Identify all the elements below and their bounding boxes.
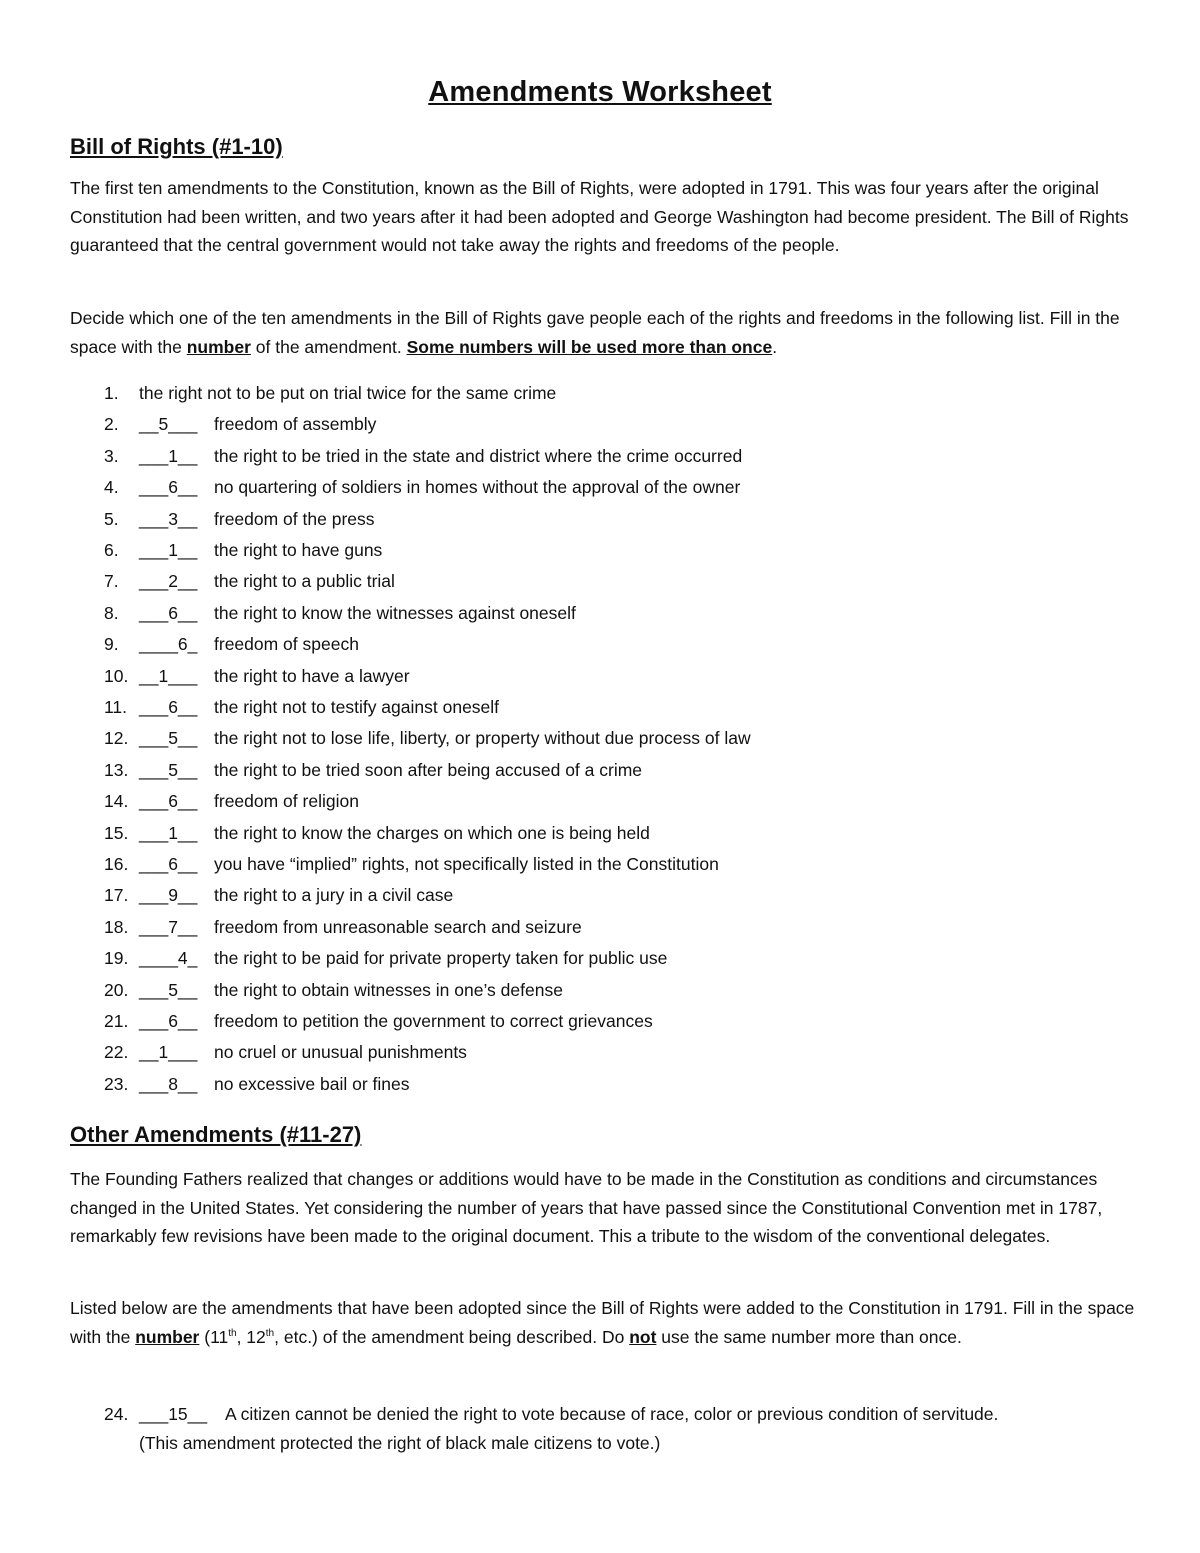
instr-text: (11 bbox=[199, 1326, 229, 1347]
question-number: 12. bbox=[104, 728, 129, 749]
instr-text: . bbox=[772, 336, 778, 357]
answer-blank[interactable]: ___5__ bbox=[139, 979, 198, 1000]
section-heading-bill-of-rights: Bill of Rights (#1-10) bbox=[70, 134, 283, 159]
question-number: 16. bbox=[104, 854, 129, 874]
question-text: freedom to petition the government to correct grievances bbox=[214, 1011, 653, 1031]
answer-blank[interactable]: ___6__ bbox=[139, 1011, 198, 1031]
other-amendments-intro: The Founding Fathers realized that changes or additions would have to be made in the Constitution as conditions and circumstances changed in the United States. Yet considering the number of years that have passed since the Constitutional Convention met in 1787, remarkably few revisions have been made to the original document. This a tribute to the wisdom of the conventional delegates. bbox=[70, 1169, 1103, 1246]
question-note: (This amendment protected the right of black male citizens to vote.) bbox=[139, 1432, 661, 1453]
question-number: 14. bbox=[104, 791, 129, 812]
question-number: 20. bbox=[104, 979, 129, 1000]
question-number: 13. bbox=[104, 759, 129, 780]
question-text: freedom from unreasonable search and seizure bbox=[214, 916, 582, 937]
question-text: no quartering of soldiers in homes without the approval of the owner bbox=[214, 477, 741, 498]
instr-number-emphasis: number bbox=[135, 1326, 200, 1347]
question-text: the right to have guns bbox=[214, 540, 383, 560]
question-text: no excessive bail or fines bbox=[214, 1073, 410, 1094]
instr-text: Decide which one of the ten amendments in the Bill of Rights gave people each of the rights and freedoms in the following list. Fill in the space with the bbox=[70, 308, 1120, 357]
answer-blank[interactable]: ____4_ bbox=[139, 948, 198, 969]
answer-blank[interactable]: ___1__ bbox=[139, 540, 198, 560]
question-text: no cruel or unusual punishments bbox=[214, 1042, 467, 1063]
answer-blank[interactable]: ___8__ bbox=[139, 1073, 198, 1094]
instr-text: , etc.) of the amendment being described. Do bbox=[274, 1326, 630, 1347]
instr-text: use the same number more than once. bbox=[656, 1326, 962, 1347]
question-text: the right not to be put on trial twice for the same crime bbox=[139, 383, 557, 403]
question-text: freedom of assembly bbox=[214, 414, 377, 435]
question-text: freedom of religion bbox=[214, 791, 359, 812]
question-number: 9. bbox=[104, 634, 119, 655]
question-text: the right to know the witnesses against oneself bbox=[214, 602, 576, 623]
question-text: the right not to lose life, liberty, or property without due process of law bbox=[214, 728, 751, 749]
bill-of-rights-intro: The first ten amendments to the Constitution, known as the Bill of Rights, were adopted in 1791. This was four years after the original Constitution had been written, and two years after it had been adopted and George Washington had become president. The Bill of Rights guaranteed that the central government would not take away the rights and freedoms of the people. bbox=[70, 178, 1129, 255]
instr-text: of the amendment. bbox=[250, 336, 407, 357]
superscript: th bbox=[265, 1327, 275, 1339]
question-text: freedom of speech bbox=[214, 634, 359, 655]
question-number: 21. bbox=[104, 1011, 129, 1031]
question-number: 6. bbox=[104, 540, 119, 560]
answer-blank[interactable]: ___7__ bbox=[139, 916, 198, 937]
question-number: 11. bbox=[104, 697, 128, 717]
answer-blank[interactable]: ___6__ bbox=[139, 602, 198, 623]
instr-not-emphasis: not bbox=[629, 1326, 657, 1347]
question-text: the right to a public trial bbox=[214, 571, 395, 592]
instr-number-emphasis: number bbox=[186, 336, 251, 357]
answer-blank[interactable]: ___6__ bbox=[139, 697, 198, 717]
instr-bold-note: Some numbers will be used more than once bbox=[406, 336, 773, 357]
question-number: 22. bbox=[104, 1042, 129, 1063]
answer-blank[interactable]: ___2__ bbox=[139, 571, 198, 592]
instr-text: , 12 bbox=[236, 1326, 266, 1347]
question-number: 3. bbox=[104, 445, 119, 466]
section-heading-other-amendments: Other Amendments (#11-27) bbox=[70, 1122, 362, 1147]
question-text: the right to be tried in the state and district where the crime occurred bbox=[214, 445, 743, 466]
question-number: 4. bbox=[104, 477, 119, 498]
answer-blank[interactable]: __1___ bbox=[139, 1042, 198, 1063]
answer-blank[interactable]: ___9__ bbox=[139, 885, 198, 906]
instr-text: Listed below are the amendments that have been adopted since the Bill of Rights were added to the Constitution in 1791. Fill in the space with the bbox=[70, 1298, 1135, 1347]
superscript: th bbox=[228, 1327, 237, 1339]
bill-of-rights-instructions bbox=[70, 304, 1135, 361]
question-text: the right to obtain witnesses in one’s defense bbox=[214, 979, 563, 1000]
question-text: A citizen cannot be denied the right to vote because of race, color or previous condition of servitude. bbox=[225, 1404, 999, 1424]
answer-blank[interactable]: ___1__ bbox=[139, 445, 198, 466]
question-number: 23. bbox=[104, 1073, 129, 1094]
answer-blank[interactable]: ___5__ bbox=[139, 759, 198, 780]
question-number: 1. bbox=[104, 383, 119, 403]
question-text: the right to have a lawyer bbox=[214, 665, 410, 686]
question-number: 2. bbox=[104, 414, 119, 435]
question-number: 15. bbox=[104, 822, 129, 843]
question-number: 10. bbox=[104, 665, 129, 686]
answer-blank[interactable]: ___6__ bbox=[139, 854, 198, 874]
question-text: the right to a jury in a civil case bbox=[214, 885, 454, 906]
answer-blank[interactable]: ___6__ bbox=[139, 791, 198, 812]
answer-blank[interactable]: ___3__ bbox=[139, 508, 198, 529]
other-amendments-instructions bbox=[70, 1294, 1135, 1351]
page-title: Amendments Worksheet bbox=[428, 76, 772, 108]
answer-blank[interactable]: ___1__ bbox=[139, 822, 198, 843]
question-text: the right not to testify against oneself bbox=[214, 697, 500, 717]
question-text: the right to be tried soon after being accused of a crime bbox=[214, 759, 643, 780]
question-text: the right to be paid for private property taken for public use bbox=[214, 948, 668, 969]
question-text: the right to know the charges on which one is being held bbox=[214, 822, 650, 843]
question-number: 19. bbox=[104, 948, 129, 969]
answer-blank[interactable]: ___6__ bbox=[139, 477, 198, 498]
question-text: you have “implied” rights, not specifically listed in the Constitution bbox=[214, 854, 719, 874]
answer-blank[interactable]: __1___ bbox=[139, 665, 198, 686]
question-number: 24. bbox=[104, 1404, 129, 1424]
answer-blank[interactable]: ____6_ bbox=[139, 634, 198, 655]
question-number: 8. bbox=[104, 602, 119, 623]
answer-blank[interactable]: ___5__ bbox=[139, 728, 198, 749]
question-number: 5. bbox=[104, 508, 119, 529]
question-number: 7. bbox=[104, 571, 119, 592]
answer-blank[interactable]: ___15__ bbox=[139, 1404, 208, 1424]
question-number: 17. bbox=[104, 885, 129, 906]
answer-blank[interactable]: __5___ bbox=[139, 414, 198, 435]
question-text: freedom of the press bbox=[214, 508, 375, 529]
question-number: 18. bbox=[104, 916, 129, 937]
